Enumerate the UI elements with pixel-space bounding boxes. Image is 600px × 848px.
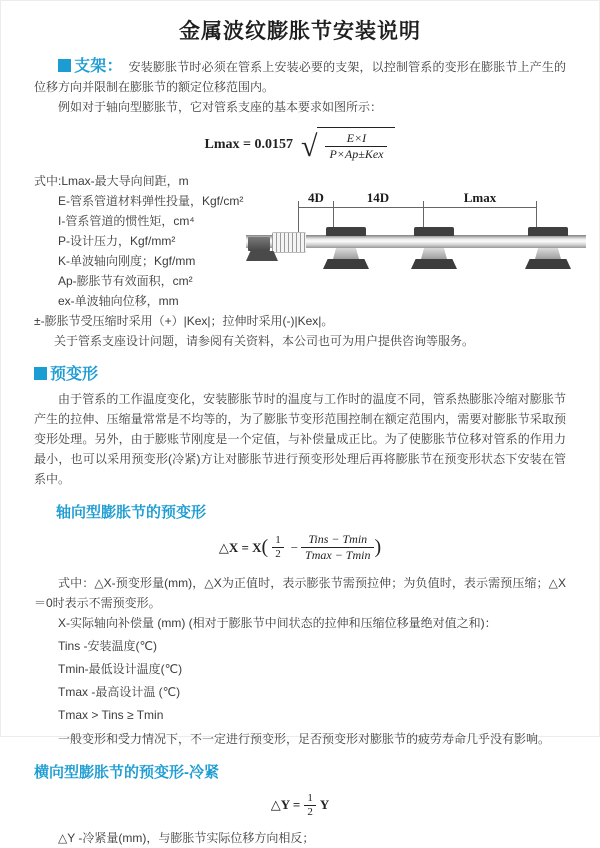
support-pedestal xyxy=(333,248,359,259)
lmax-formula-denominator: P×Ap±Kex xyxy=(325,146,387,162)
axial-formula xyxy=(34,532,566,563)
right-paren: ) xyxy=(374,536,382,558)
lateral-subheading: 横向型膨胀节的预变形-冷紧 xyxy=(34,764,219,781)
anchor-support-base xyxy=(246,251,278,261)
definition-line: ±-膨胀节受压缩时采用（+）|Kex|；拉伸时采用(-)|Kex|。 xyxy=(34,314,334,328)
temp-line: Tins -安装温度(℃) xyxy=(58,639,158,653)
dimension-label-lmax: Lmax xyxy=(460,190,501,206)
bellows-icon xyxy=(272,232,306,253)
fraction-numerator: 1 xyxy=(275,534,281,547)
lateral-formula xyxy=(34,792,566,818)
axial-definition-paragraph: 式中：△X-预变形量(mm)，△X为正值时，表示膨张节需预拉伸；为负值时，表示需预压缩；△X＝0时表示不需预变形。 xyxy=(34,576,566,610)
one-half-fraction xyxy=(272,534,284,560)
left-paren: ( xyxy=(261,536,269,558)
radicand xyxy=(317,127,395,162)
axial-note: 一般变形和受力情况下，不一定进行预变形，足否预变形对膨胀节的疲劳寿命几乎没有影响。 xyxy=(58,732,551,746)
temp-line: Tmax > Tins ≥ Tmin xyxy=(58,708,164,722)
lmax-formula-lhs: Lmax = 0.0157 xyxy=(204,136,293,152)
support-intro-paragraph xyxy=(34,57,566,97)
section-square-icon xyxy=(34,367,47,380)
definition-line: I-管系管道的惯性矩，cm⁴ xyxy=(58,214,195,228)
axial-compensation-line: X-实际轴向补偿量 (mm) (相对于膨胀节中间状态的拉伸和压缩位移量绝对值之和)： xyxy=(58,616,497,630)
lateral-note: △Y -冷紧量(mm)，与膨胀节实际位移方向相反； xyxy=(58,831,315,846)
lmax-formula-numerator: E×I xyxy=(346,131,367,145)
lateral-formula-lhs: △Y = xyxy=(270,797,301,813)
temp-line: Tmin-最低设计温度(℃) xyxy=(58,662,183,676)
support-clamp xyxy=(528,227,568,236)
support-clamp xyxy=(326,227,366,236)
definition-line: E-管系管道材料弹性投量，Kgf/cm² xyxy=(58,194,244,208)
dimension-label-4d: 4D xyxy=(304,190,328,206)
support-pedestal xyxy=(421,248,447,259)
support-base xyxy=(323,259,369,269)
support-clamp xyxy=(414,227,454,236)
support-intro-text: 安装膨胀节时必须在管系上安装必要的支架，以控制管系的变形在膨胀节上产生的位移方向并限制在膨胀节的额定位移范围内。 xyxy=(34,60,566,94)
section-square-icon xyxy=(58,59,71,72)
definition-line: 关于管系支座设计问题，请参阅有关资料，本公司也可为用户提供咨询等服务。 xyxy=(54,334,475,348)
support-base xyxy=(525,259,571,269)
minus-sign: − xyxy=(290,539,299,555)
predeform-section-heading: 预变形 xyxy=(50,366,99,383)
lmax-formula xyxy=(34,127,566,162)
support-base xyxy=(411,259,457,269)
predeform-section-heading-row xyxy=(34,365,566,385)
predeform-body-paragraph: 由于管系的工作温度变化，安装膨胀节时的温度与工作时的温度不同，管系热膨胀冷缩对膨胀节产生的拉伸、压缩量常常是不均等的，为了膨胀节变形范围控制在额定范围内，需要对膨胀节采取预变形处理。另外，由于膨账节刚度是一个定值，与补偿量成正比。为了使膨胀节位移对管系的作用力最小，也可以采用预变形(冷紧)方让对膨胀节进行预变形处理后再将膨胀节在预变形状态下安装在管系中。 xyxy=(34,392,566,486)
definition-line: ex-单波轴向位移，mm xyxy=(58,294,179,308)
document-page xyxy=(1,15,599,848)
definition-line: Ap-膨胀节有效面积，cm² xyxy=(58,274,193,288)
axial-subheading: 轴向型膨胀节的预变形 xyxy=(56,504,207,521)
lateral-formula-rhs: Y xyxy=(319,797,330,813)
definition-line: P-设计压力，Kgf/mm² xyxy=(58,234,176,248)
fraction-denominator: 2 xyxy=(304,805,316,819)
temperature-fraction xyxy=(301,532,374,563)
definition-line: 式中:Lmax-最大导向间距，m xyxy=(34,174,189,188)
radical-sign: √ xyxy=(301,129,318,163)
definition-line: K-单波轴向刚度；Kgf/mm xyxy=(58,254,196,268)
anchor-support-icon xyxy=(248,237,270,251)
support-section-heading: 支架： xyxy=(74,58,123,75)
support-example-line: 例如对于轴向型膨胀节，它对管系支座的基本要求如图所示： xyxy=(58,100,383,114)
axial-formula-lhs: △X = X xyxy=(218,539,262,555)
fraction-denominator: 2 xyxy=(272,547,284,561)
support-pedestal xyxy=(535,248,561,259)
one-half-fraction xyxy=(304,792,316,818)
pipe-support-diagram xyxy=(246,190,586,289)
fraction-numerator: Tins − Tmin xyxy=(308,532,368,546)
fraction-denominator: Tmax − Tmin xyxy=(301,547,374,563)
temp-line: Tmax -最高设计温 (℃) xyxy=(58,685,181,699)
page-title: 金属波纹膨胀节安装说明 xyxy=(179,20,421,43)
fraction-numerator: 1 xyxy=(307,792,313,804)
temperature-definitions xyxy=(34,637,566,725)
dimension-label-14d: 14D xyxy=(363,190,393,206)
